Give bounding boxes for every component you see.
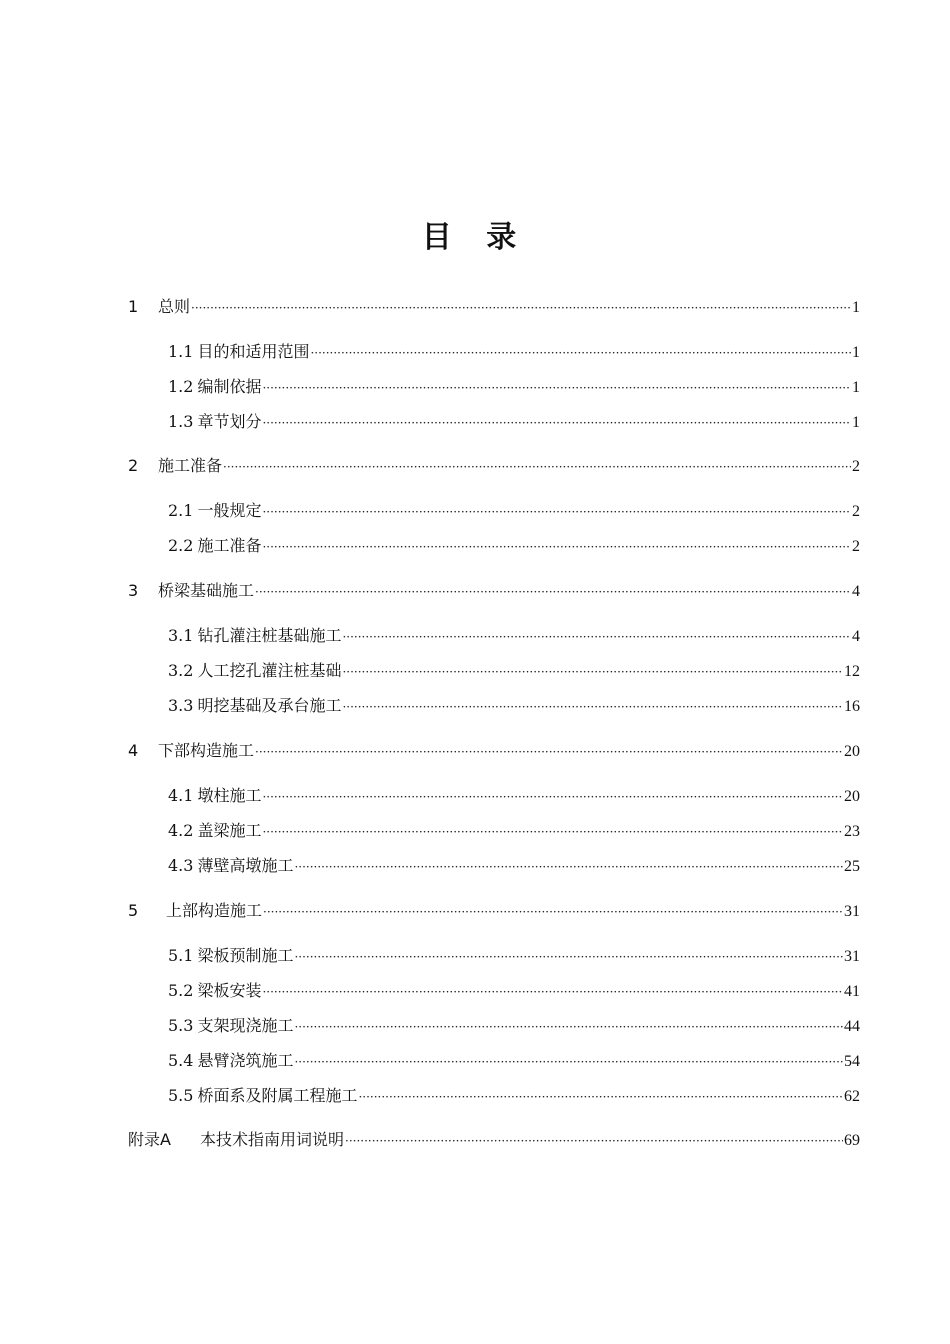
toc-entry-number: 3.3: [168, 696, 194, 715]
toc-entry-label: 悬臂浇筑施工: [197, 1051, 294, 1070]
toc-entry-page: 54: [844, 1053, 860, 1070]
toc-entry-label: 明挖基础及承台施工: [197, 696, 342, 715]
toc-entry-label: 薄壁高墩施工: [197, 856, 294, 875]
dot-leader: [191, 295, 851, 321]
toc-entry-section-1-1[interactable]: [168, 339, 860, 365]
toc-entry-page: 1: [852, 344, 860, 361]
dot-leader: [342, 694, 843, 720]
toc-entry-number: 5.5: [168, 1086, 194, 1105]
toc-entry-label: 总则: [158, 297, 191, 316]
dot-leader: [294, 1014, 843, 1040]
toc-entry-number: 2: [128, 456, 139, 475]
toc-entry-page: 69: [844, 1132, 860, 1149]
toc-entry-section-1-2[interactable]: [168, 374, 860, 400]
dot-leader: [223, 454, 851, 480]
dot-leader: [255, 579, 851, 605]
toc-entry-label: 桥面系及附属工程施工: [197, 1086, 358, 1105]
toc-entry-page: 62: [844, 1088, 860, 1105]
dot-leader: [294, 854, 843, 880]
toc-entry-number: 1.2: [168, 377, 194, 396]
toc-entry-label: 人工挖孔灌注桩基础: [197, 661, 342, 680]
toc-entry-number: 5: [128, 901, 139, 920]
toc-entry-label: 下部构造施工: [158, 741, 255, 760]
dot-leader: [310, 340, 851, 366]
toc-entry-section-2-1[interactable]: [168, 498, 860, 524]
toc-entry-section-5-4[interactable]: [168, 1048, 860, 1074]
toc-entry-page: 1: [852, 299, 860, 316]
dot-leader: [262, 410, 851, 436]
toc-entry-label: 施工准备: [197, 536, 262, 555]
toc-entry-label: 章节划分: [197, 412, 262, 431]
toc-entry-label: 梁板安装: [197, 981, 262, 1000]
toc-entry-section-4-3[interactable]: [168, 853, 860, 879]
toc-entry-number: 3.2: [168, 661, 194, 680]
toc-entry-section-4-2[interactable]: [168, 818, 860, 844]
toc-entry-page: 20: [844, 743, 860, 760]
dot-leader: [294, 1049, 843, 1075]
toc-entry-label: 支架现浇施工: [197, 1016, 294, 1035]
dot-leader: [342, 624, 851, 650]
dot-leader: [294, 944, 843, 970]
toc-entry-number: 4: [128, 741, 139, 760]
dot-leader: [262, 534, 851, 560]
dot-leader: [262, 979, 843, 1005]
toc-entry-page: 12: [844, 663, 860, 680]
dot-leader: [255, 739, 843, 765]
toc-entry-number: 2.1: [168, 501, 194, 520]
toc-entry-section-5-5[interactable]: [168, 1083, 860, 1109]
toc-entry-section-3-3[interactable]: [168, 693, 860, 719]
toc-entry-section-5-1[interactable]: [168, 943, 860, 969]
dot-leader: [345, 1128, 843, 1154]
toc-entry-page: 31: [844, 948, 860, 965]
toc-entry-section-1-3[interactable]: [168, 409, 860, 435]
toc-entry-label: 本技术指南用词说明: [200, 1130, 345, 1149]
toc-entry-section-3-2[interactable]: [168, 658, 860, 684]
toc-entry-number: 5.2: [168, 981, 194, 1000]
dot-leader: [262, 375, 851, 401]
toc-entry-number: 4.3: [168, 856, 194, 875]
toc-entry-label: 桥梁基础施工: [158, 581, 255, 600]
toc-entry-page: 31: [844, 903, 860, 920]
toc-entry-label: 梁板预制施工: [197, 946, 294, 965]
toc-entry-number: 1.1: [168, 342, 194, 361]
toc-entry-chapter-5[interactable]: [128, 898, 860, 924]
dot-leader: [342, 659, 843, 685]
toc-entry-page: 16: [844, 698, 860, 715]
dot-leader: [262, 819, 843, 845]
toc-entry-label: 盖梁施工: [197, 821, 262, 840]
toc-entry-page: 4: [852, 583, 860, 600]
toc-entry-section-3-1[interactable]: [168, 623, 860, 649]
toc-entry-label: 一般规定: [197, 501, 262, 520]
toc-entry-page: 2: [852, 458, 860, 475]
toc-entry-page: 2: [852, 538, 860, 555]
dot-leader: [262, 499, 851, 525]
toc-entry-number: 3: [128, 581, 139, 600]
toc-entry-number: 2.2: [168, 536, 194, 555]
toc-entry-number: 3.1: [168, 626, 194, 645]
toc-entry-chapter-2[interactable]: [128, 453, 860, 479]
toc-entry-number: 4.1: [168, 786, 194, 805]
toc-entry-page: 1: [852, 414, 860, 431]
toc-entry-section-5-3[interactable]: [168, 1013, 860, 1039]
toc-entry-chapter-4[interactable]: [128, 738, 860, 764]
toc-entry-page: 23: [844, 823, 860, 840]
dot-leader: [262, 784, 843, 810]
toc-entry-page: 25: [844, 858, 860, 875]
toc-entry-chapter-1[interactable]: [128, 294, 860, 320]
toc-entry-page: 1: [852, 379, 860, 396]
toc-entry-page: 4: [852, 628, 860, 645]
toc-entry-section-5-2[interactable]: [168, 978, 860, 1004]
toc-entry-number: 附录A: [128, 1130, 171, 1149]
toc-entry-label: 目的和适用范围: [197, 342, 310, 361]
toc-entry-chapter-3[interactable]: [128, 578, 860, 604]
toc-entry-section-4-1[interactable]: [168, 783, 860, 809]
toc-entry-number: 4.2: [168, 821, 194, 840]
toc-entry-page: 44: [844, 1018, 860, 1035]
toc-entry-label: 施工准备: [158, 456, 223, 475]
toc-entry-page: 2: [852, 503, 860, 520]
toc-entry-page: 20: [844, 788, 860, 805]
toc-entry-number: 5.1: [168, 946, 194, 965]
page-title: 目 录: [421, 220, 529, 255]
dot-leader: [358, 1084, 843, 1110]
toc-entry-label: 钻孔灌注桩基础施工: [197, 626, 342, 645]
toc-entry-number: 5.4: [168, 1051, 194, 1070]
toc-entry-label: 上部构造施工: [166, 901, 263, 920]
toc-entry-section-2-2[interactable]: [168, 533, 860, 559]
toc-entry-number: 1.3: [168, 412, 194, 431]
toc-entry-label: 墩柱施工: [197, 786, 262, 805]
toc-entry-page: 41: [844, 983, 860, 1000]
dot-leader: [263, 899, 843, 925]
toc-entry-appendix-a[interactable]: [128, 1127, 860, 1153]
toc-entry-number: 5.3: [168, 1016, 194, 1035]
toc-entry-label: 编制依据: [197, 377, 262, 396]
toc-entry-number: 1: [128, 297, 139, 316]
